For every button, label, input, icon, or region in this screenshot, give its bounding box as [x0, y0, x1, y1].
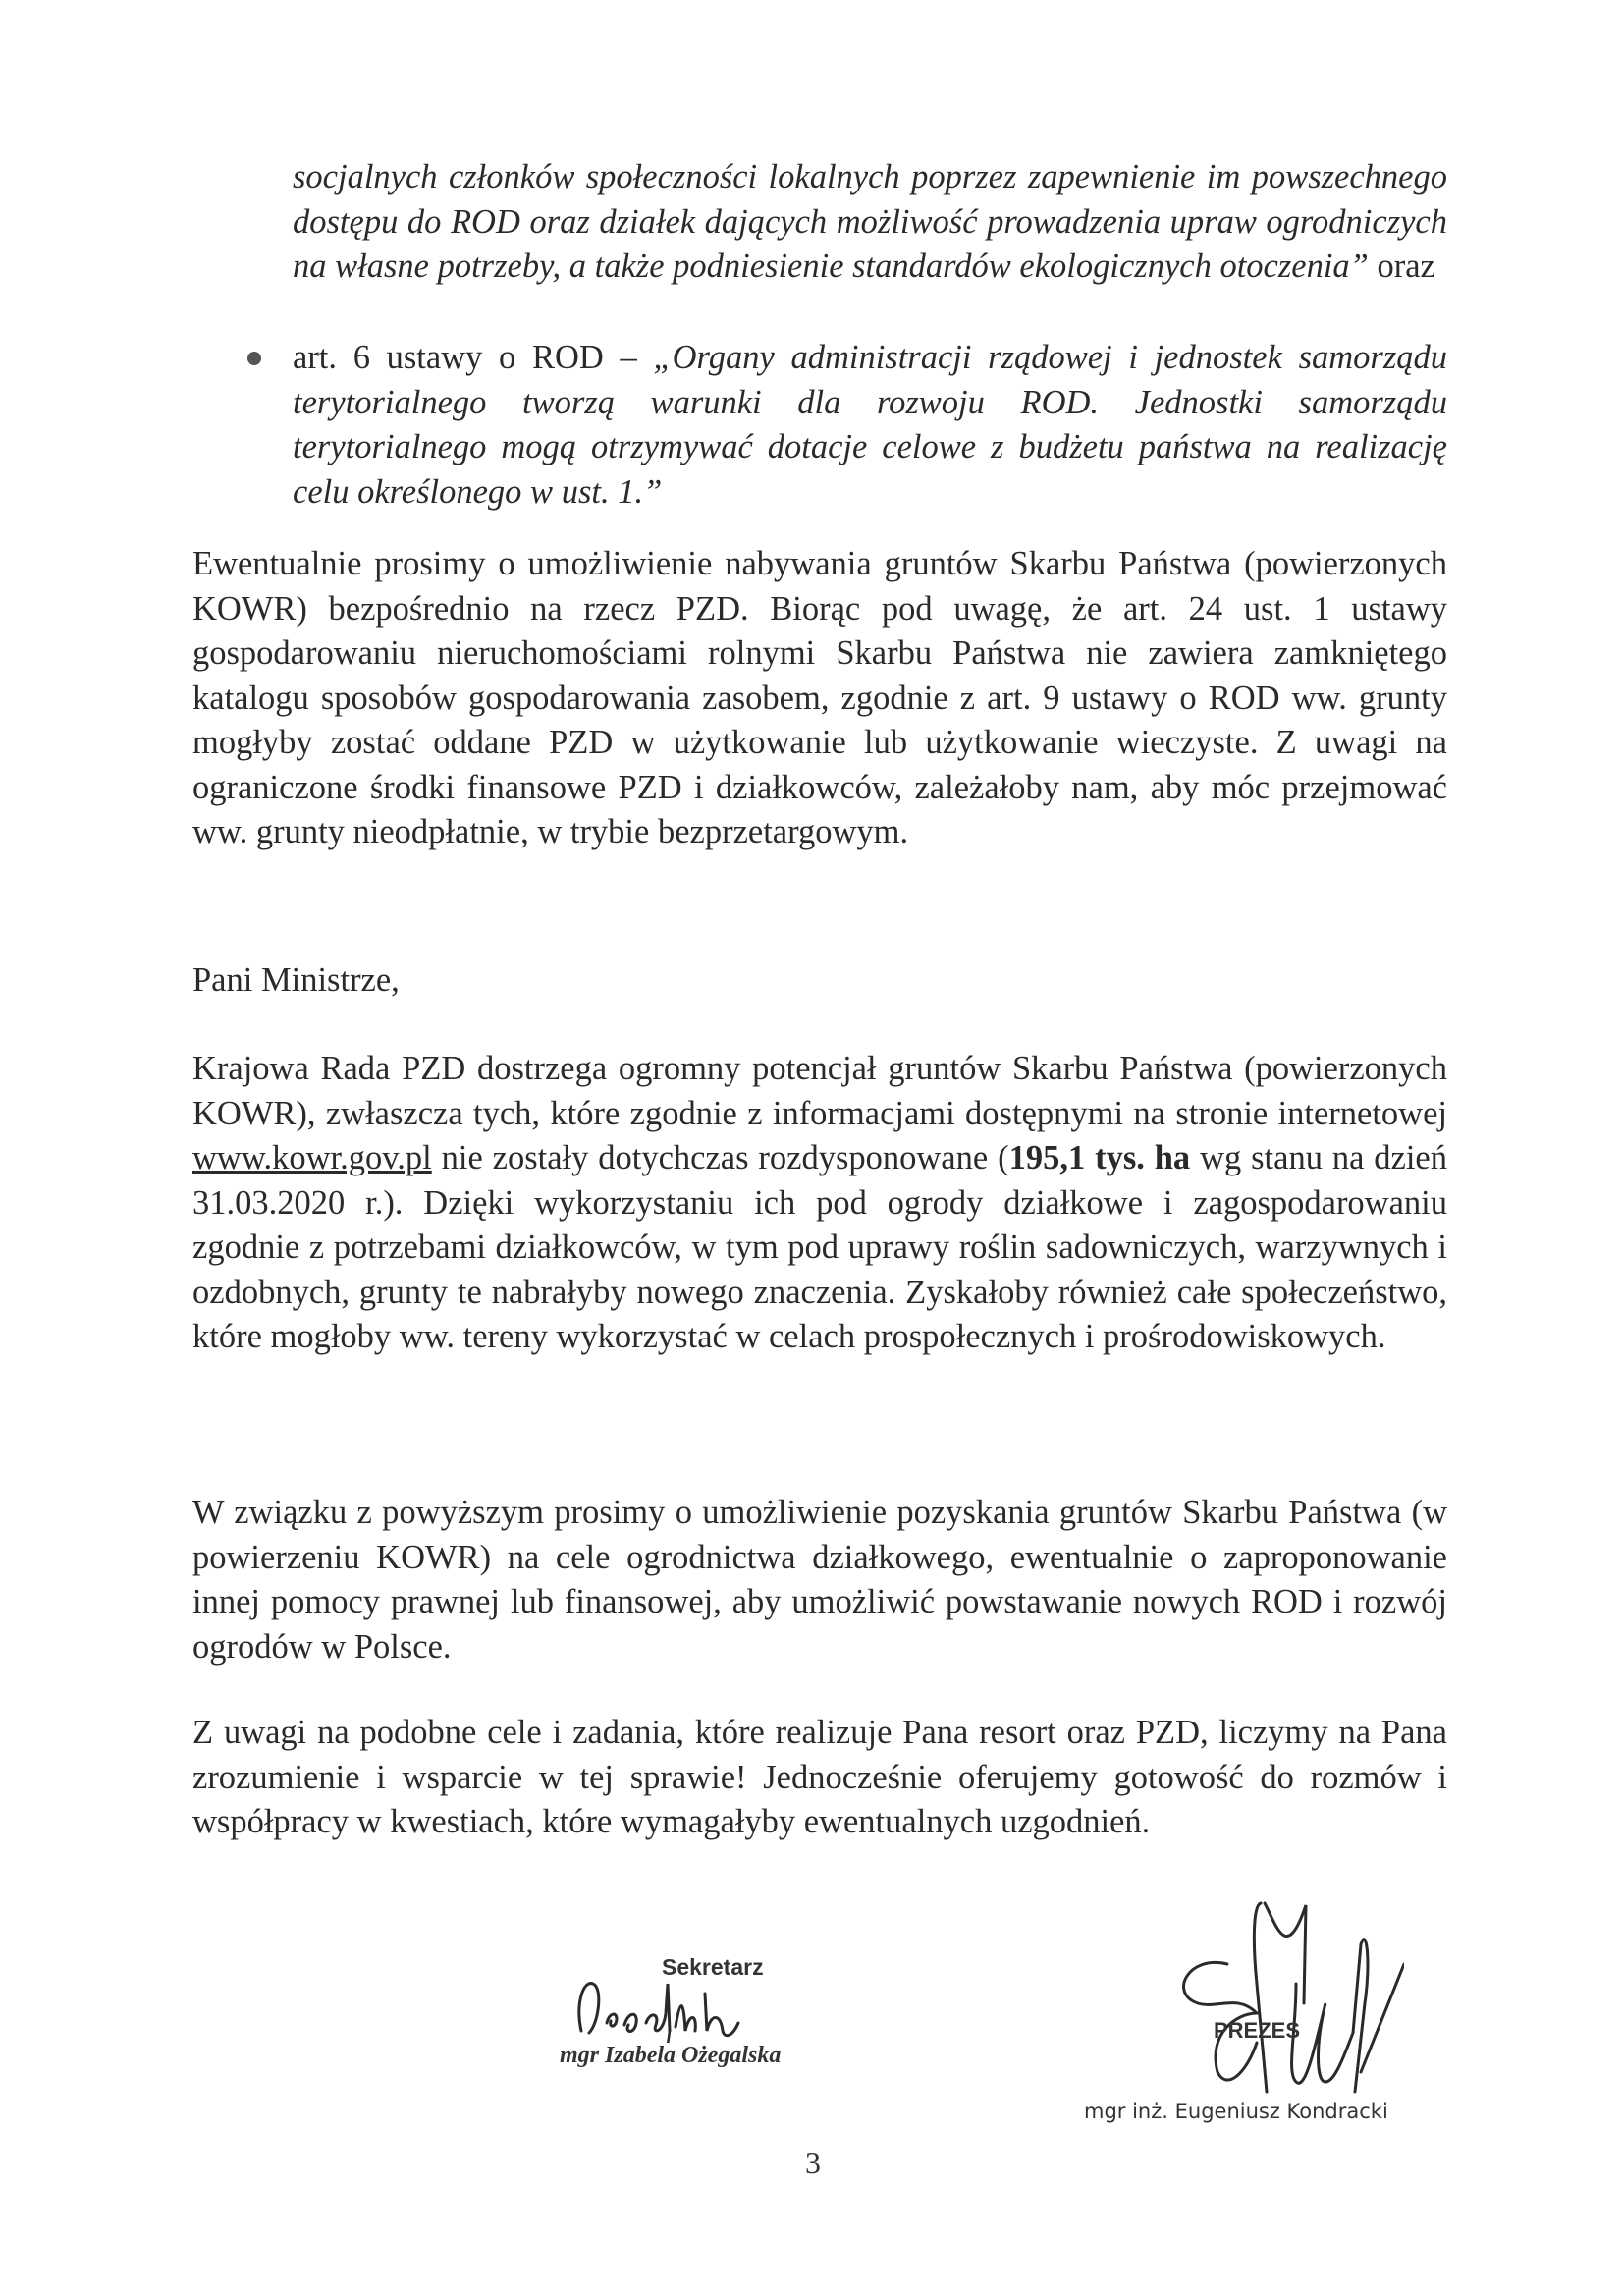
paragraph-request-text: W związku z powyższym prosimy o umożliwienie pozyskania gruntów Skarbu Państwa (w powierzeniu KOWR) na cele ogrodnictwa działkowego, ewentualnie o zaproponowanie innej pomocy prawnej lub finansowej, aby umożliwić powstawanie nowych ROD i rozwój ogrodów w Polsce.: [192, 1494, 1447, 1666]
paragraph-closing-text: Z uwagi na podobne cele i zadania, które realizuje Pana resort oraz PZD, liczymy na Pana zrozumienie i wsparcie w tej sprawie! Jednocześnie oferujemy gotowość do rozmów i współpracy w kwestiach, które wymagałyby ewentualnych uzgodnień.: [192, 1714, 1447, 1840]
bullet-icon: [247, 352, 261, 365]
signature-secretary-title: Sekretarz: [662, 1954, 764, 1980]
salutation: [192, 958, 1447, 1004]
paragraph-acquisition: [192, 542, 1447, 855]
page-number: 3: [805, 2145, 821, 2180]
paragraph-acquisition-text: Ewentualnie prosimy o umożliwienie nabywania gruntów Skarbu Państwa (powierzonych KOWR) bezpośrednio na rzecz PZD. Biorąc pod uwagę, że art. 24 ust. 1 ustawy gospodarowaniu nieruchomościami rolnymi Skarbu Państwa nie zawiera zamkniętego katalogu sposobów gospodarowania zasobem, zgodnie z art. 9 ustawy o ROD ww. grunty mogłyby zostać oddane PZD w użytkowanie lub użytkowanie wieczyste. Z uwagi na ograniczone środki finansowe PZD i działkowców, zależałoby nam, aby móc przejmować ww. grunty nieodpłatnie, w trybie bezprzetargowym.: [192, 545, 1447, 850]
signature-secretary-name: mgr Izabela Ożegalska: [560, 2043, 782, 2068]
bullet-quote: „Organy administracji rządowej i jednostek samorządu terytorialnego tworzą warunki dla rozwoju ROD. Jednostki samorządu terytorialnego mogą otrzymywać dotacje celowe z budżetu państwa na realizację celu określonego w ust. 1.”: [293, 339, 1448, 511]
paragraph-request: [192, 1491, 1447, 1669]
kowr-website-link[interactable]: www.kowr.gov.pl: [192, 1139, 432, 1176]
continued-quote: socjalnych członków społeczności lokalnych poprzez zapewnienie im powszechnego dostępu do ROD oraz działek dających możliwość prowadzenia upraw ogrodniczych na własne potrzeby, a także podniesienie standardów ekologicznych otoczenia”: [293, 158, 1447, 285]
bullet-text: [293, 336, 1447, 515]
area-figure: 195,1 tys. ha: [1008, 1139, 1191, 1176]
signature-president-title: PREZES: [1214, 2018, 1301, 2043]
signature-president-name: mgr inż. Eugeniusz Kondracki: [1084, 2100, 1388, 2123]
paragraph-potential: [192, 1047, 1447, 1360]
paragraph-potential-a: Krajowa Rada PZD dostrzega ogromny potencjał gruntów Skarbu Państwa (powierzonych KOWR), zwłaszcza tych, które zgodnie z informacjami dostępnymi na stronie internetowej: [192, 1050, 1447, 1132]
continued-quote-paragraph: [293, 155, 1447, 290]
signature-president: [1070, 1876, 1463, 2131]
paragraph-potential-b: nie zostały dotychczas rozdysponowane (: [431, 1139, 1009, 1176]
handwritten-signature-icon: [1168, 1886, 1404, 2111]
signature-secretary: [560, 1954, 884, 2092]
handwritten-signature-icon: [573, 1974, 789, 2043]
continued-quote-tail: oraz: [1368, 247, 1435, 285]
salutation-text: Pani Ministrze,: [192, 961, 400, 999]
bullet-prefix: art. 6 ustawy o ROD –: [293, 339, 654, 376]
paragraph-closing: [192, 1711, 1447, 1845]
paragraph-potential-c: wg stanu na dzień 31.03.2020 r.). Dzięki wykorzystaniu ich pod ogrody działkowe i zagospodarowaniu zgodnie z potrzebami działkowców, w tym pod uprawy roślin sadowniczych, warzywnych i ozdobnych, grunty te nabrałyby nowego znaczenia. Zyskałoby również całe społeczeństwo, które mogłoby ww. tereny wykorzystać w celach prospołecznych i prośrodowiskowych.: [192, 1139, 1447, 1355]
